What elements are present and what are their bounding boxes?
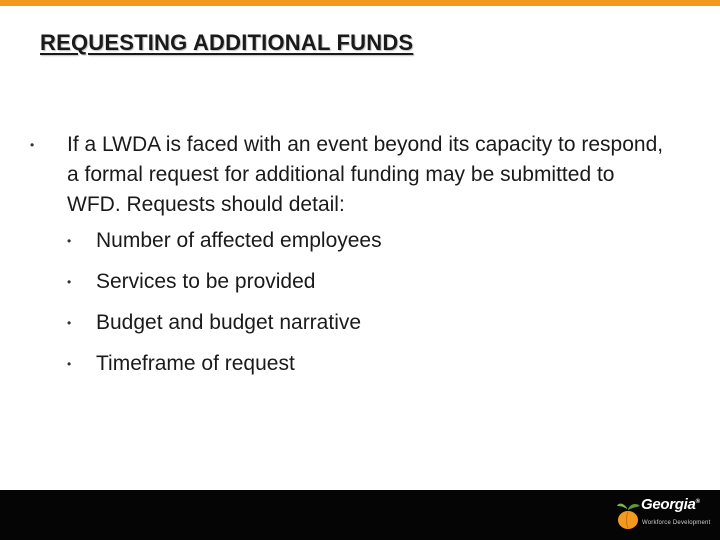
bullet-marker: • — [67, 275, 72, 289]
footer-bar — [0, 490, 720, 540]
georgia-logo — [616, 494, 711, 536]
sub-bullet-text: Services to be provided — [96, 270, 316, 293]
top-accent-bar — [0, 0, 720, 6]
sub-bullet — [30, 349, 670, 390]
logo-subtitle: Workforce Development — [642, 520, 711, 526]
main-bullet — [30, 130, 670, 220]
sub-bullet-text: Budget and budget narrative — [96, 311, 362, 334]
main-bullet-text: If a LWDA is faced with an event beyond its capacity to respond, a formal request for additional funding may be submitted to WFD. Requests should detail: — [67, 133, 664, 216]
sub-bullet — [30, 267, 670, 308]
bullet-marker: • — [67, 316, 72, 330]
sub-bullet — [30, 308, 670, 349]
slide-content — [30, 130, 670, 390]
sub-bullet-text: Timeframe of request — [96, 352, 295, 375]
peach-icon — [616, 500, 642, 530]
bullet-marker: • — [67, 234, 72, 248]
bullet-marker: • — [30, 138, 35, 152]
sub-bullet — [30, 226, 670, 267]
sub-bullet-list — [30, 226, 670, 390]
sub-bullet-text: Number of affected employees — [96, 229, 382, 252]
slide-title: REQUESTING ADDITIONAL FUNDS — [40, 30, 414, 55]
logo-wordmark: Georgia® — [641, 496, 700, 513]
bullet-marker: • — [67, 357, 72, 371]
